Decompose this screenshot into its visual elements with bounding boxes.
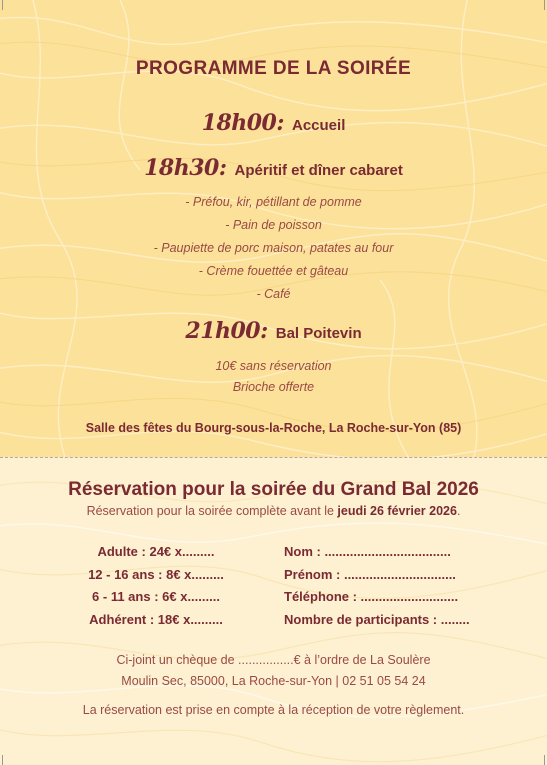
price-adulte[interactable]: Adulte : 24€ x......... — [97, 544, 215, 559]
schedule-item-bal — [0, 318, 547, 344]
schedule-event: Accueil — [292, 117, 346, 134]
reservation-title: Réservation pour la soirée du Grand Bal 2026 — [68, 479, 479, 500]
form-fields — [284, 541, 524, 631]
menu-item: - Préfou, kir, pétillant de pomme — [185, 195, 362, 209]
bal-brioche: Brioche offerte — [232, 380, 315, 394]
schedule-item-diner — [0, 155, 547, 181]
field-participants[interactable]: Nombre de participants : ........ — [284, 611, 470, 627]
price-list — [56, 541, 256, 631]
crop-mark — [544, 755, 545, 765]
bal-info — [0, 356, 547, 398]
field-prenom[interactable]: Prénom : ............................... — [284, 566, 456, 582]
schedule-item-accueil — [0, 110, 547, 136]
schedule-time: 18h30: — [144, 155, 227, 181]
reservation-subtitle — [0, 504, 547, 518]
crop-mark — [544, 0, 545, 10]
address-line: Moulin Sec, 85000, La Roche-sur-Yon | 02 51 05 54 24 — [121, 674, 426, 688]
schedule-event: Bal Poitevin — [275, 325, 362, 342]
menu-item: - Pain de poisson — [225, 218, 322, 232]
schedule-event: Apéritif et dîner cabaret — [234, 162, 403, 179]
price-12-16[interactable]: 12 - 16 ans : 8€ x......... — [88, 566, 224, 582]
cheque-line: Ci-joint un chèque de ................€ à l’ordre de La Soulère — [116, 653, 431, 667]
bal-price: 10€ sans réservation — [215, 359, 332, 373]
schedule-time: 18h00: — [201, 110, 284, 136]
field-telephone[interactable]: Téléphone : ........................... — [284, 589, 459, 604]
reservation-note: La réservation est prise en compte à la réception de votre règlement. — [82, 703, 465, 717]
schedule-time: 21h00: — [185, 318, 268, 344]
menu-item: - Paupiette de porc maison, patates au four — [153, 241, 394, 255]
menu-item: - Café — [256, 287, 291, 301]
venue-address: Salle des fêtes du Bourg-sous-la-Roche, La Roche-sur-Yon (85) — [85, 421, 462, 435]
deadline-date: jeudi 26 février 2026 — [337, 504, 457, 518]
subtitle-suffix: . — [456, 504, 461, 518]
programme-title: PROGRAMME DE LA SOIRÉE — [135, 58, 412, 79]
price-6-11[interactable]: 6 - 11 ans : 6€ x......... — [92, 589, 220, 604]
cheque-info — [0, 650, 547, 692]
price-adherent[interactable]: Adhérent : 18€ x......... — [89, 611, 223, 627]
crop-mark — [2, 0, 3, 10]
field-nom[interactable]: Nom : ................................... — [284, 544, 451, 559]
menu-list — [0, 191, 547, 306]
subtitle-prefix: Réservation pour la soirée complète avant le — [86, 504, 338, 518]
crop-mark — [2, 755, 3, 765]
menu-item: - Crème fouettée et gâteau — [198, 264, 349, 278]
